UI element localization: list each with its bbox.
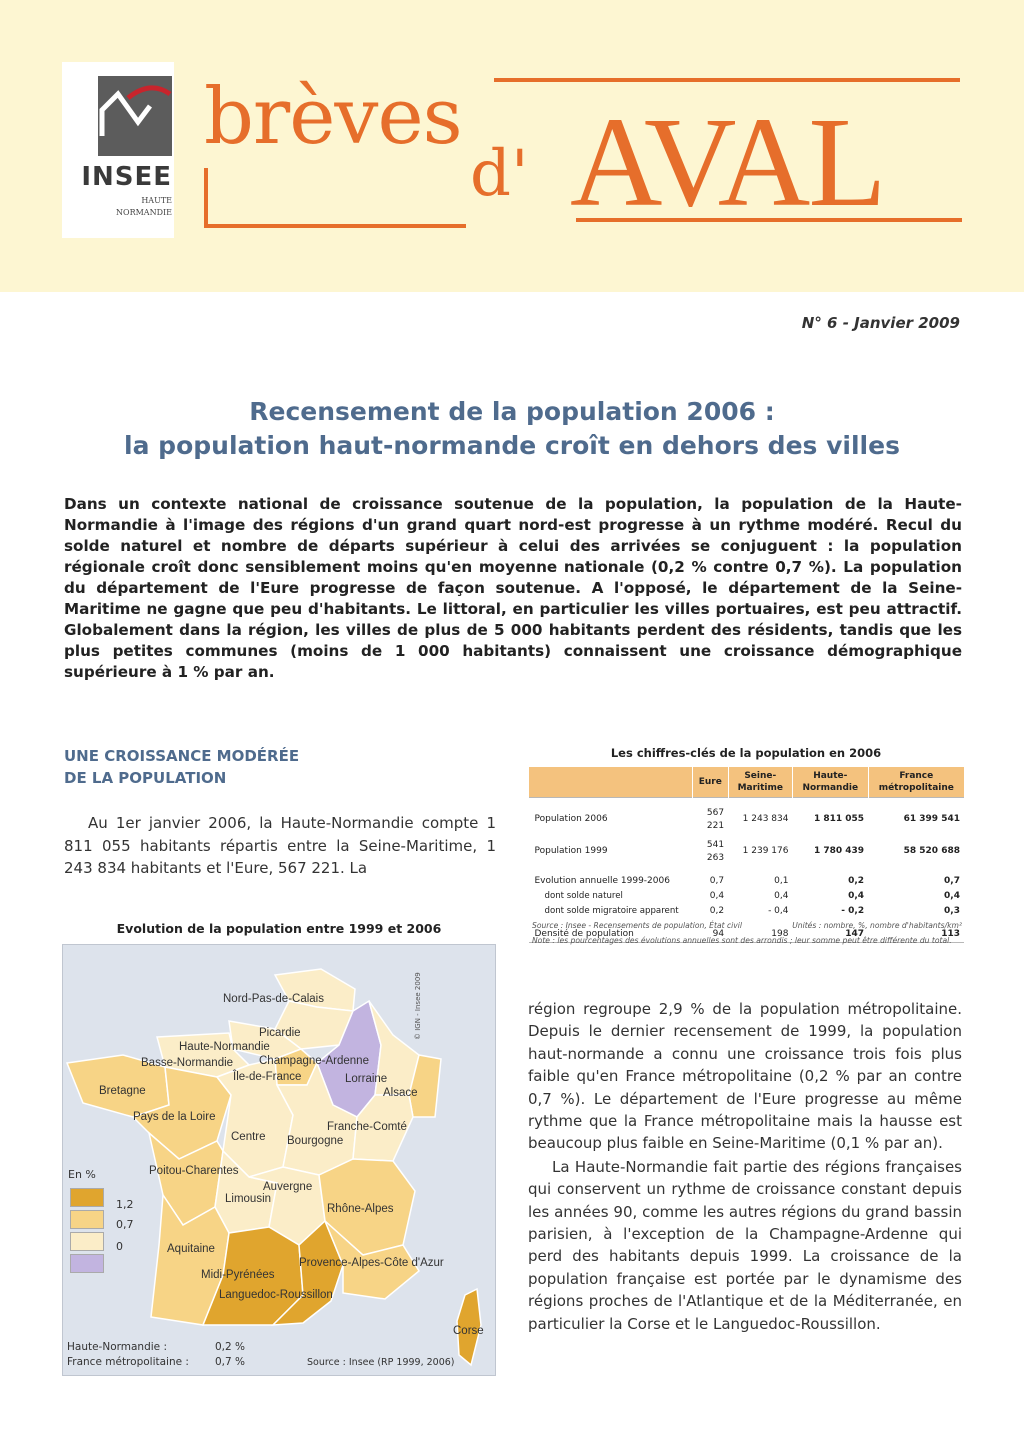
table-cell: - 0,2 (841, 905, 865, 916)
table-cell: 0,7 (944, 875, 960, 886)
map-label-auvergne: Auvergne (263, 1181, 313, 1193)
article-lead: Dans un contexte national de croissance soutenue de la population, la population de la Haute-Normandie à l'image des régions d'un grand quart nord-est progresse à un rythme modéré. Recul du solde naturel et nombre de départs supérieur à celui des arrivées se conjuguent : la population régionale croît donc sensiblement moins qu'en moyenne nationale (0,2 % contre 0,7 %). La population du département de l'Eure progresse de façon soutenue. A l'opposé, le département de la Seine-Maritime ne gagne que peu d'habitants. Le littoral, en particulier les villes portuaires, est peu attractif. Globalement dans la région, les villes de plus de 5 000 habitants perdent des résidents, tandis que les plus petites communes (moins de 1 000 habitants) connaissent une croissance démographique supérieure à 1 % par an. (64, 495, 962, 681)
map-legend-swatch-mid (70, 1210, 104, 1229)
table-cell: 541 263 (706, 839, 725, 863)
table-cell: 567 221 (706, 807, 725, 831)
table-cell: 1 811 055 (813, 814, 865, 824)
table-cell: Evolution annuelle 1999-2006 (534, 875, 670, 886)
article-title-line2: la population haut-normande croît en dehors des villes (124, 431, 900, 460)
map-label-lorraine: Lorraine (345, 1073, 388, 1085)
table-row (529, 889, 965, 904)
map-label-nord: Nord-Pas-de-Calais (223, 993, 324, 1005)
table-cell: 1 239 176 (742, 846, 789, 856)
table-cell: 147 (792, 927, 868, 943)
map-legend-swatch-negative (70, 1254, 104, 1273)
table-source-text: Source : Insee - Recensements de population, État civil (532, 921, 742, 930)
population-map (62, 944, 496, 1376)
map-footer-fr-value: 0,7 % (215, 1356, 246, 1368)
map-label-pdl: Pays de la Loire (133, 1111, 216, 1123)
map-label-franche-comte: Franche-Comté (327, 1121, 407, 1133)
table-cell: dont solde migratoire apparent (544, 905, 679, 916)
table-cell: 94 (693, 927, 729, 943)
map-label-rhone-alpes: Rhône-Alpes (327, 1203, 394, 1215)
table-source (532, 921, 966, 930)
table-cell: 0,2 (709, 905, 725, 916)
title-rule-left-horizontal (204, 224, 466, 228)
table-header-blank (529, 767, 693, 798)
title-rule-left-vertical (204, 168, 208, 228)
insee-logo-mark (98, 76, 172, 156)
map-label-picardie: Picardie (259, 1027, 301, 1039)
section-heading-line1: UNE CROISSANCE MODÉRÉE (64, 747, 300, 765)
map-legend-title: En % (68, 1168, 96, 1181)
map-footer-fr-label: France métropolitaine : (67, 1356, 189, 1368)
insee-logo-sub1: HAUTE (141, 196, 172, 205)
map-legend-value: 1,2 (116, 1198, 134, 1211)
body-paragraph-left: Au 1er janvier 2006, la Haute-Normandie compte 1 811 055 habitants répartis entre la Seine-Maritime, 1 243 834 habitants et l'Eure, 567 221. La (64, 814, 496, 877)
table-cell: 1 780 439 (813, 846, 865, 856)
map-label-paca: Provence-Alpes-Côte d'Azur (299, 1257, 444, 1269)
map-label-bretagne: Bretagne (99, 1085, 146, 1097)
map-legend-swatch-high (70, 1188, 104, 1207)
map-footer-hn-label: Haute-Normandie : (67, 1341, 167, 1353)
map-label-poitou: Poitou-Charentes (149, 1165, 239, 1177)
map-label-alsace: Alsace (383, 1087, 418, 1099)
table-row (529, 904, 965, 919)
table-cell: 0,4 (944, 890, 960, 901)
table-row (529, 838, 965, 866)
body-paragraph-right (528, 998, 962, 1335)
map-label-aquitaine: Aquitaine (167, 1243, 215, 1255)
table-cell: 198 (728, 927, 792, 943)
map-label-champagne: Champagne-Ardenne (259, 1055, 369, 1067)
table-row (529, 874, 965, 889)
map-legend-value: 0 (116, 1240, 123, 1253)
insee-logo-text: INSEE (81, 162, 172, 192)
table-cell: 58 520 688 (903, 846, 960, 856)
map-label-languedoc: Languedoc-Roussillon (219, 1289, 333, 1301)
map-label-bourgogne: Bourgogne (287, 1135, 344, 1147)
publication-title-breves: brèves (204, 72, 462, 162)
insee-logo-sub2: NORMANDIE (116, 208, 172, 217)
map-label-centre: Centre (231, 1131, 266, 1143)
table-cell: Population 2006 (534, 814, 608, 824)
table-cell: 0,7 (709, 875, 725, 886)
article-title (60, 395, 964, 463)
map-legend-swatch-low (70, 1232, 104, 1251)
title-rule-top (494, 78, 960, 82)
insee-logo (62, 62, 174, 238)
publication-title-aval: AVAL (570, 91, 885, 233)
table-cell: 113 (868, 927, 964, 943)
table-note: Note : les pourcentages des évolutions annuelles sont des arrondis ; leur somme peut être différente du total. (532, 936, 952, 945)
issue-number: N° 6 - Janvier 2009 (801, 314, 960, 332)
table-cell: 0,4 (774, 890, 789, 901)
map-source: Source : Insee (RP 1999, 2006) (307, 1357, 455, 1368)
table-cell: 0,3 (944, 905, 960, 916)
table-units: Unités : nombre, %, nombre d'habitants/km² (792, 921, 962, 930)
table-cell: - 0,4 (768, 905, 789, 916)
table-cell: 0,1 (774, 875, 789, 886)
table-cell: Densité de population (529, 927, 693, 943)
body-paragraph-right-2: La Haute-Normandie fait partie des régions françaises qui conservent un rythme de croissance constant depuis les années 90, comme les autres régions du grand bassin parisien, à l'exception de la Champagne-Ardenne qui perd des habitants depuis 1999. La croissance de la population française est portée par le dynamisme des régions proches de l'Atlantique et de la Méditerranée, en particulier la Corse et le Languedoc-Roussillon. (528, 1157, 962, 1333)
table-header: Haute-Normandie (792, 767, 868, 798)
map-copyright: © IGN - Insee 2009 (414, 972, 422, 1040)
table-cell: 0,4 (848, 890, 865, 901)
table-header: France métropolitaine (868, 767, 964, 798)
table-header: Seine-Maritime (728, 767, 792, 798)
table-cell: 0,4 (709, 890, 725, 901)
publication-title-d: d' (470, 137, 529, 211)
map-title: Evolution de la population entre 1999 et 2006 (116, 921, 442, 936)
table-row (529, 806, 965, 834)
table-cell: 0,2 (848, 875, 865, 886)
table-cell: Population 1999 (534, 846, 608, 856)
table-header: Eure (693, 767, 729, 798)
france-map-svg (63, 945, 496, 1376)
table-cell: 1 243 834 (742, 814, 789, 824)
section-heading (64, 745, 364, 789)
map-label-haute-normandie: Haute-Normandie (179, 1041, 270, 1053)
map-label-corse: Corse (453, 1325, 484, 1337)
table-cell: dont solde naturel (544, 890, 623, 901)
table-title: Les chiffres-clés de la population en 2006 (610, 746, 882, 760)
map-label-limousin: Limousin (225, 1193, 272, 1205)
key-figures-table (528, 767, 964, 943)
table-cell: 61 399 541 (903, 814, 960, 824)
map-footer-hn-value: 0,2 % (215, 1341, 246, 1353)
map-legend-value: 0,7 (116, 1218, 134, 1231)
body-paragraph-right-1: région regroupe 2,9 % de la population métropolitaine. Depuis le dernier recensement de 1999, la population haut-normande a connu une croissance trois fois plus faible qu'en France métropolitaine (0,2 % par an contre 0,7 %). Le département de l'Eure progresse au même rythme que la France métropolitaine mais la hausse est beaucoup plus faible en Seine-Maritime (0,1 % par an). (528, 1000, 962, 1153)
map-label-midi-pyrenees: Midi-Pyrénées (201, 1269, 275, 1281)
map-label-basse-normandie: Basse-Normandie (141, 1057, 234, 1069)
map-label-idf: Île-de-France (233, 1071, 302, 1083)
section-heading-line2: DE LA POPULATION (64, 769, 227, 787)
article-title-line1: Recensement de la population 2006 : (249, 397, 775, 426)
